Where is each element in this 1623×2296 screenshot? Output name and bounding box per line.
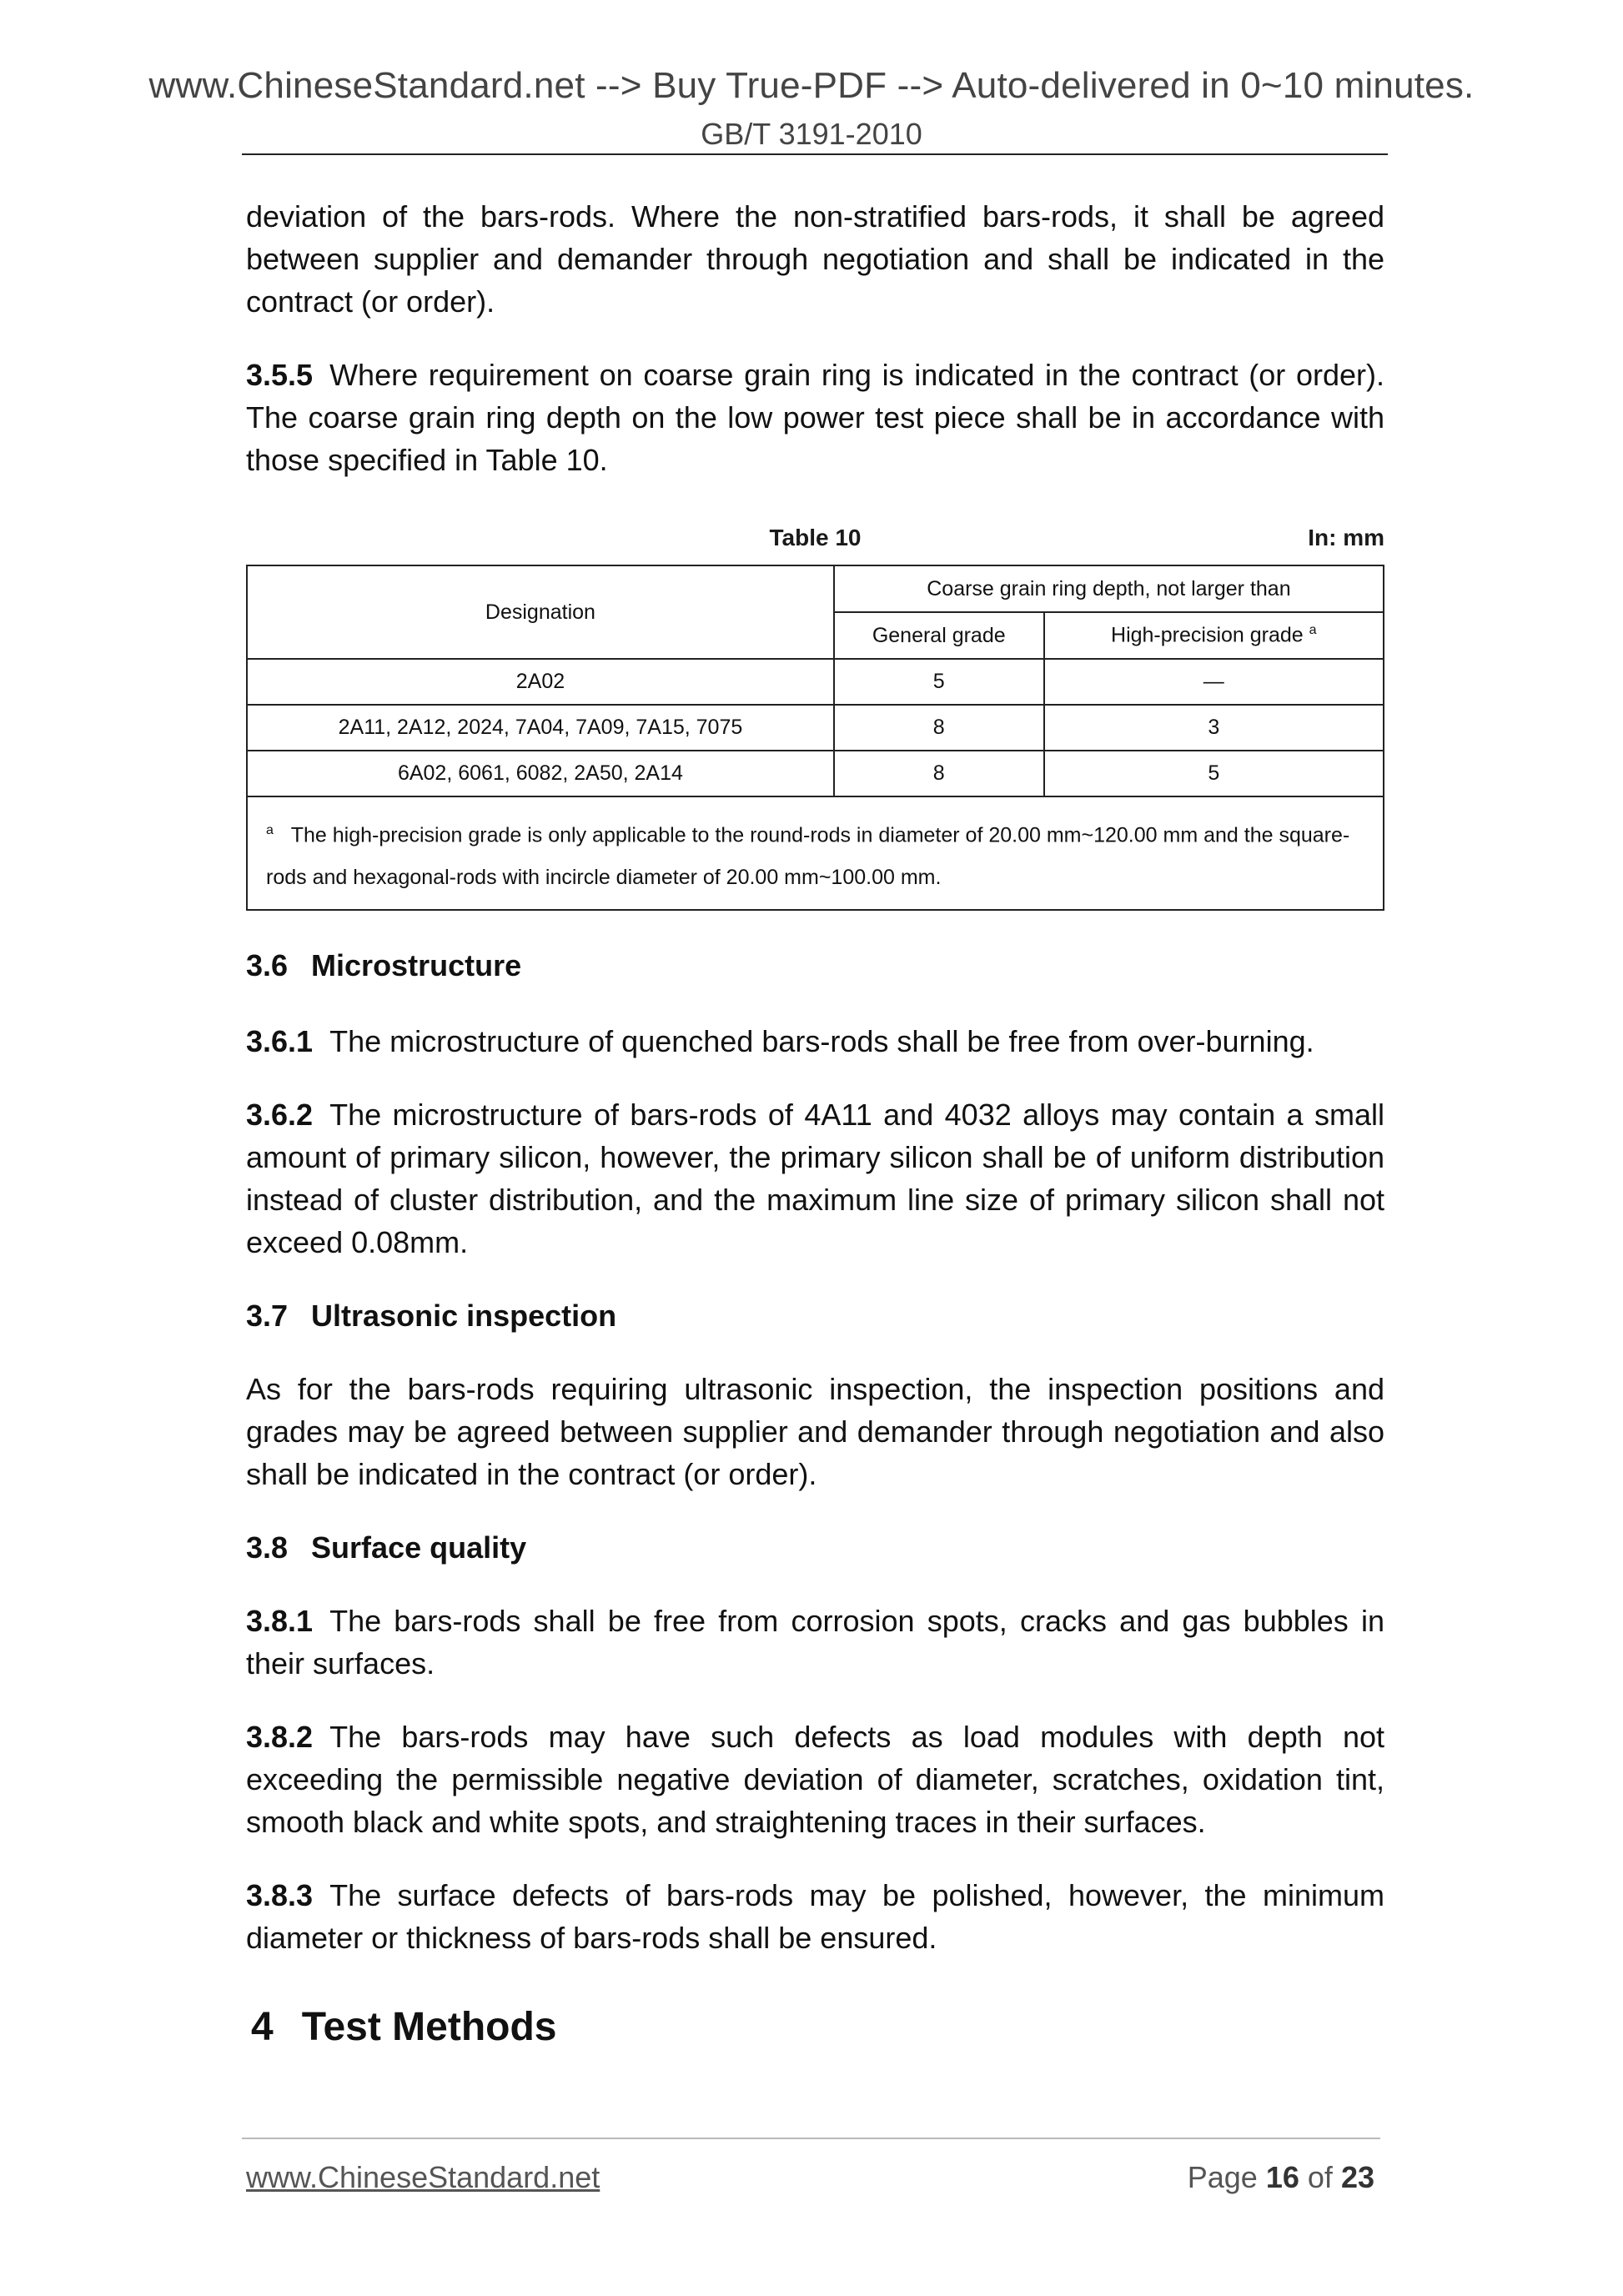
- table-footnote-row: [247, 796, 1384, 910]
- table-10: [246, 565, 1384, 911]
- table-footnote: [247, 796, 1384, 910]
- clause-number: 3.8.1: [246, 1604, 314, 1639]
- section-title: Surface quality: [311, 1530, 527, 1565]
- footnote-marker: a: [266, 823, 274, 837]
- clause-text: The microstructure of quenched bars-rods shall be free from over-burning.: [329, 1024, 1314, 1059]
- clause-3-8-2: [246, 1716, 1384, 1843]
- paragraph-3-7: As for the bars-rods requiring ultrasonic inspection, the inspection positions and grades may be agreed between supplier and demander through negotiation and also shall be indicated in the contract (or order).: [246, 1372, 1384, 1492]
- table-row: [247, 705, 1384, 751]
- table-title: Table 10: [769, 525, 862, 550]
- clause-text: The bars-rods shall be free from corrosion spots, cracks and gas bubbles in their surfaces.: [246, 1604, 1384, 1681]
- clause-3-6-2: [246, 1093, 1384, 1264]
- clause-number: 3.8.3: [246, 1878, 314, 1913]
- col-group-header: Coarse grain ring depth, not larger than: [834, 565, 1384, 612]
- section-3-8-heading: [246, 1526, 1384, 1569]
- footer-divider: [242, 2138, 1380, 2139]
- clause-3-8-3: [246, 1874, 1384, 1959]
- chapter-4-heading: [251, 2002, 1384, 2052]
- header-divider: [242, 153, 1388, 155]
- page-body: [246, 195, 1384, 2052]
- col-high-label: High-precision grade: [1111, 623, 1304, 647]
- chapter-number: 4: [251, 2005, 274, 2050]
- cell-high: 3: [1044, 705, 1384, 751]
- chapter-title: Test Methods: [301, 2005, 557, 2050]
- cell-high: —: [1044, 659, 1384, 705]
- page-current: 16: [1265, 2160, 1299, 2194]
- header-banner[interactable]: www.ChineseStandard.net --> Buy True-PDF --> Auto-delivered in 0~10 minutes.: [148, 65, 1475, 106]
- section-number: 3.8: [246, 1530, 289, 1565]
- col-general-header: General grade: [834, 612, 1044, 659]
- table-row: [247, 751, 1384, 796]
- page-indicator: [1188, 2160, 1374, 2195]
- section-number: 3.6: [246, 948, 289, 983]
- clause-3-8-1: [246, 1600, 1384, 1685]
- clause-3-5-5: [246, 354, 1384, 481]
- cell-designation: 6A02, 6061, 6082, 2A50, 2A14: [247, 751, 834, 796]
- cell-general: 5: [834, 659, 1044, 705]
- section-title: Microstructure: [311, 948, 522, 983]
- cell-general: 8: [834, 751, 1044, 796]
- section-3-6-heading: [246, 944, 1384, 987]
- clause-number: 3.5.5: [246, 358, 314, 392]
- cell-high: 5: [1044, 751, 1384, 796]
- footer-site-link[interactable]: www.ChineseStandard.net: [246, 2160, 600, 2194]
- clause-number: 3.8.2: [246, 1720, 314, 1755]
- cell-designation: 2A11, 2A12, 2024, 7A04, 7A09, 7A15, 7075: [247, 705, 834, 751]
- page-total: 23: [1340, 2160, 1374, 2194]
- clause-number: 3.6.2: [246, 1098, 314, 1133]
- clause-number: 3.6.1: [246, 1024, 314, 1059]
- table-header-row: [247, 565, 1384, 612]
- clause-3-6-1: [246, 1020, 1384, 1063]
- clause-text: The surface defects of bars-rods may be polished, however, the minimum diameter or thickness of bars-rods shall be ensured.: [246, 1878, 1384, 1956]
- intro-paragraph: deviation of the bars-rods. Where the non-stratified bars-rods, it shall be agreed between supplier and demander through negotiation and shall be indicated in the contract (or order).: [246, 199, 1384, 319]
- section-title: Ultrasonic inspection: [311, 1299, 617, 1334]
- table-row: [247, 659, 1384, 705]
- table-caption: [246, 525, 1384, 558]
- col-designation-header: Designation: [247, 565, 834, 659]
- page-of: of: [1307, 2160, 1333, 2194]
- section-3-7-heading: [246, 1294, 1384, 1337]
- page-word: Page: [1187, 2160, 1258, 2194]
- cell-designation: 2A02: [247, 659, 834, 705]
- footnote-text: The high-precision grade is only applicable to the round-rods in diameter of 20.00 mm~120.00 mm and the square-rods and hexagonal-rods with incircle diameter of 20.00 mm~100.00 mm.: [266, 823, 1350, 890]
- clause-text: Where requirement on coarse grain ring is indicated in the contract (or order). The coarse grain ring depth on the low power test piece shall be in accordance with those specified in Table 10.: [246, 358, 1384, 477]
- cell-general: 8: [834, 705, 1044, 751]
- clause-text: The bars-rods may have such defects as load modules with depth not exceeding the permissible negative deviation of diameter, scratches, oxidation tint, smooth black and white spots, and straightening traces in their surfaces.: [246, 1720, 1384, 1840]
- footnote-marker: a: [1309, 623, 1317, 638]
- table-unit: In: mm: [1308, 525, 1384, 550]
- standard-code: GB/T 3191-2010: [701, 117, 922, 151]
- col-high-header: [1044, 612, 1384, 659]
- section-number: 3.7: [246, 1299, 289, 1334]
- clause-text: The microstructure of bars-rods of 4A11 and 4032 alloys may contain a small amount of primary silicon, however, the primary silicon shall be of uniform distribution instead of cluster distribution, and the maximum line size of primary silicon shall not exceed 0.08mm.: [246, 1098, 1384, 1260]
